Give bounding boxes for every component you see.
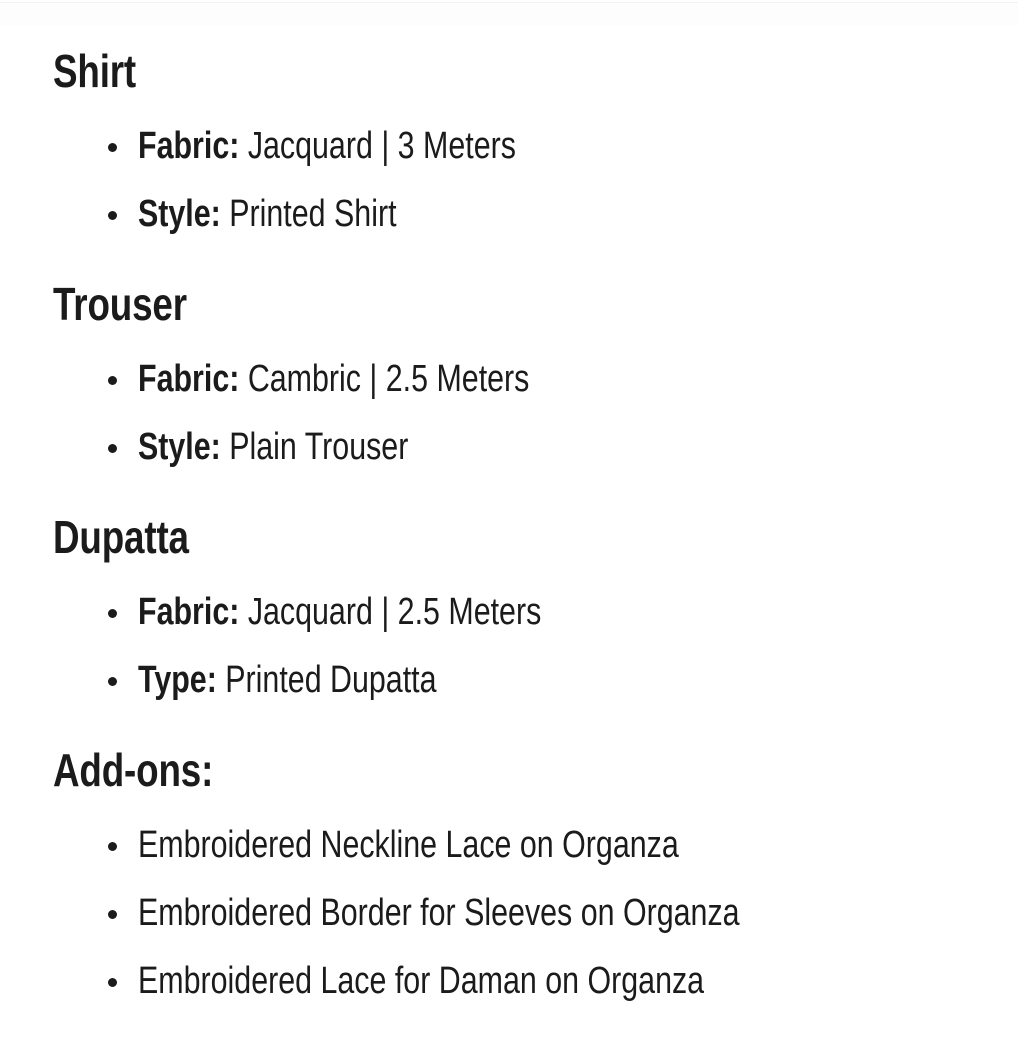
list-item-value: Plain Trouser	[229, 426, 409, 468]
list-item-value: Jacquard | 3 Meters	[247, 125, 516, 167]
list-item-text	[138, 656, 437, 704]
list-item-label: Type:	[138, 659, 217, 701]
list-item-label: Fabric:	[138, 591, 240, 633]
list-item-label: Style:	[138, 426, 221, 468]
list-item-text	[138, 190, 397, 238]
list-item-label: Style:	[138, 193, 221, 235]
top-divider-line	[0, 2, 1018, 3]
list-item-text	[138, 423, 408, 471]
list-item-value: Cambric | 2.5 Meters	[247, 358, 530, 400]
list-item-text	[138, 355, 529, 403]
section-heading-shirt: Shirt	[53, 45, 137, 97]
bullet-dot-icon	[108, 842, 117, 851]
bullet-dot-icon	[108, 444, 117, 453]
section-heading-add-ons: Add-ons:	[53, 744, 214, 796]
bullet-dot-icon	[108, 211, 117, 220]
bullet-dot-icon	[108, 609, 117, 618]
bullet-dot-icon	[108, 143, 117, 152]
list-item-label: Fabric:	[138, 125, 240, 167]
bullet-dot-icon	[108, 910, 117, 919]
bullet-dot-icon	[108, 376, 117, 385]
bullet-dot-icon	[108, 978, 117, 987]
bullet-dot-icon	[108, 677, 117, 686]
list-item-value: Printed Shirt	[229, 193, 397, 235]
list-item-text: Embroidered Neckline Lace on Organza	[138, 824, 679, 866]
list-item-text: Embroidered Lace for Daman on Organza	[138, 960, 705, 1002]
list-item-value: Printed Dupatta	[225, 659, 437, 701]
list-item-label: Fabric:	[138, 358, 240, 400]
list-item-text: Embroidered Border for Sleeves on Organza	[138, 892, 740, 934]
section-heading-trouser: Trouser	[53, 278, 187, 330]
list-item-text	[138, 588, 541, 636]
list-item-value: Jacquard | 2.5 Meters	[247, 591, 542, 633]
list-item-text	[138, 122, 516, 170]
top-edge-wash	[0, 3, 1018, 25]
section-heading-dupatta: Dupatta	[53, 511, 189, 563]
